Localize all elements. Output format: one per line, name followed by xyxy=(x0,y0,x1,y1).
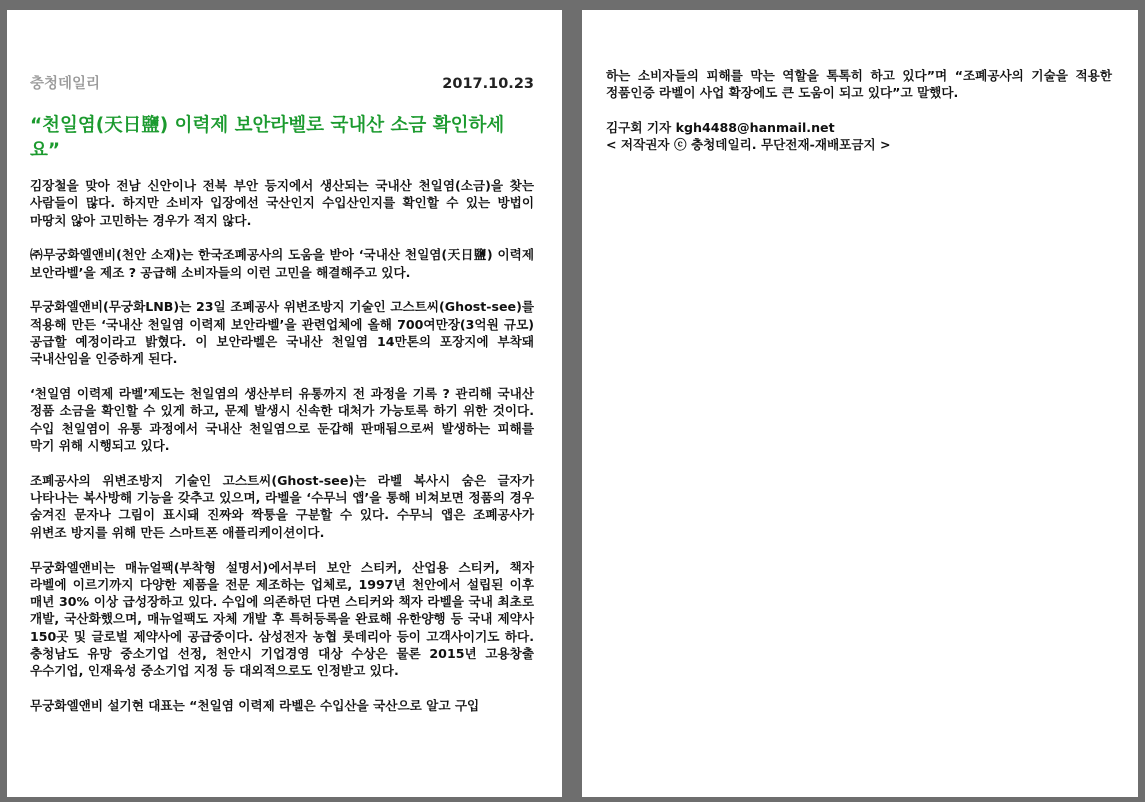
article-paragraph-1: 김장철을 맞아 전남 신안이나 전북 부안 등지에서 생산되는 국내산 천일염(소금)을 찾는 사람들이 많다. 하지만 소비자 입장에선 국산인지 수입산인지를 확인할 수 있는 방법이 마땅치 않아 고민하는 경우가 적지 않다. xyxy=(30,178,534,228)
document-page-left xyxy=(7,10,562,797)
article-title: “천일염(天日鹽) 이력제 보안라벨로 국내산 소금 확인하세요” xyxy=(30,115,505,161)
article-paragraph-4: ‘천일염 이력제 라벨’제도는 천일염의 생산부터 유통까지 전 과정을 기록 ? 관리해 국내산 정품 소금을 확인할 수 있게 하고, 문제 발생시 신속한 대처가 가능토록 하기 위한 것이다. 수입 천일염이 유통 과정에서 국내산 천일염으로 둔갑해 판매됨으로써 발생하는 피해를 막기 위해 시행되고 있다. xyxy=(30,386,534,454)
newspaper-name: 충청데일리 xyxy=(30,76,101,92)
article-date: 2017.10.23 xyxy=(442,76,534,92)
article-paragraph-5: 조폐공사의 위변조방지 기술인 고스트씨(Ghost-see)는 라벨 복사시 숨은 글자가 나타나는 복사방해 기능을 갖추고 있으며, 라벨을 ‘수무늬 앱’을 통해 비쳐보면 정품의 경우 숨겨진 문자나 그림이 표시돼 진짜와 짝퉁을 구분할 수 있다. 수무늬 앱은 조폐공사가 위변조 방지를 위해 만든 스마트폰 애플리케이션이다. xyxy=(30,472,534,540)
article-paragraph-continued: 하는 소비자들의 피해를 막는 역할을 톡톡히 하고 있다”며 “조폐공사의 기술을 적용한 정품인증 라벨이 사업 확장에도 큰 도움이 되고 있다”고 말했다. xyxy=(606,68,1112,101)
article-paragraph-7: 무궁화엘앤비 설기현 대표는 “천일염 이력제 라벨은 수입산을 국산으로 알고 구입 xyxy=(30,698,480,714)
article-paragraph-6: 무궁화엘앤비는 매뉴얼팩(부착형 설명서)에서부터 보안 스티커, 산업용 스티커, 책자 라벨에 이르기까지 다양한 제품을 전문 제조하는 업체로, 1997년 천안에서 설립된 이후 매년 30% 이상 급성장하고 있다. 수입에 의존하던 다면 스티커와 책자 라벨을 국내 최초로 개발, 국산화했으며, 매뉴얼팩도 자체 개발 후 특허등록을 완료해 유한양행 등 국내 제약사 150곳 및 글로벌 제약사에 공급중이다. 삼성전자 농협 롯데리아 등이 고객사이기도 하다. 충청남도 유망 중소기업 선정, 천안시 기업경영 대상 수상은 물론 2015년 고용창출 우수기업, 인재육성 중소기업 지정 등 대외적으로도 인정받고 있다. xyxy=(30,559,534,679)
article-paragraph-2: ㈜무궁화엘앤비(천안 소재)는 한국조폐공사의 도움을 받아 ‘국내산 천일염(天日鹽) 이력제 보안라벨’을 제조 ? 공급해 소비자들의 이런 고민을 해결해주고 있다. xyxy=(30,247,534,280)
article-header xyxy=(30,72,534,93)
article-paragraph-3: 무궁화엘앤비(무궁화LNB)는 23일 조폐공사 위변조방지 기술인 고스트씨(Ghost-see)를 적용해 만든 ‘국내산 천일염 이력제 보안라벨’을 관련업체에 올해 700여만장(3억원 규모) 공급할 예정이라고 밝혔다. 이 보안라벨은 국내산 천일염 14만톤의 포장지에 부착돼 국내산임을 인증하게 된다. xyxy=(30,299,534,367)
reporter-byline: 김구회 기자 kgh4488@hanmail.net xyxy=(606,120,835,136)
document-page-right xyxy=(582,10,1138,797)
copyright-notice: < 저작권자 ⓒ 충청데일리. 무단전재-재배포금지 > xyxy=(606,137,891,153)
